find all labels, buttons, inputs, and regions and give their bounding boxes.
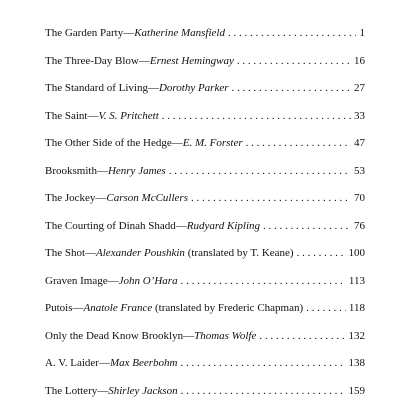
toc-entry[interactable] [45,357,365,385]
dot-leader [162,110,351,123]
story-author: Rudyard Kipling [187,220,260,233]
story-title: The Courting of Dinah Shadd [45,220,176,233]
toc-entry[interactable] [45,27,365,55]
page-number: 70 [354,192,365,205]
toc-entry[interactable] [45,302,365,330]
toc-entry[interactable] [45,275,365,303]
dot-leader [263,220,351,233]
dot-leader [191,192,351,205]
story-title: The Standard of Living [45,82,148,95]
story-author: Dorothy Parker [159,82,229,95]
story-author: E. M. Forster [183,137,243,150]
page-number: 113 [349,275,365,288]
translator-note: (translated by T. Keane) [185,247,294,260]
em-dash: — [85,247,96,260]
page-number: 76 [354,220,365,233]
story-author: Max Beerbohm [110,357,178,370]
toc-entry[interactable] [45,192,365,220]
dot-leader [297,247,346,260]
story-author: Thomas Wolfe [194,330,256,343]
page-number: 132 [349,330,366,343]
story-title: Brooksmith [45,165,97,178]
page-number: 118 [349,302,365,315]
toc-entry[interactable] [45,137,365,165]
em-dash: — [123,27,134,40]
page-number: 1 [359,27,365,40]
dot-leader [237,55,351,68]
em-dash: — [148,82,159,95]
table-of-contents [45,27,365,412]
story-author: Ernest Hemingway [150,55,234,68]
story-title: The Jockey [45,192,95,205]
em-dash: — [183,330,194,343]
em-dash: — [95,192,106,205]
page-number: 27 [354,82,365,95]
em-dash: — [97,165,108,178]
story-title: The Lottery [45,385,97,398]
em-dash: — [73,302,84,315]
dot-leader [306,302,346,315]
page-number: 138 [349,357,366,370]
em-dash: — [87,110,98,123]
story-title: A. V. Laider [45,357,99,370]
story-author: Alexander Poushkin [96,247,185,260]
page-number: 33 [354,110,365,123]
em-dash: — [99,357,110,370]
em-dash: — [172,137,183,150]
dot-leader [228,27,356,40]
story-title: The Three-Day Blow [45,55,139,68]
em-dash: — [97,385,108,398]
dot-leader [246,137,351,150]
page-number: 47 [354,137,365,150]
story-author: Katherine Mansfield [134,27,225,40]
toc-entry[interactable] [45,385,365,412]
story-title: The Shot [45,247,85,260]
page-number: 53 [354,165,365,178]
dot-leader [181,385,346,398]
toc-entry[interactable] [45,82,365,110]
page-number: 159 [349,385,366,398]
story-title: The Other Side of the Hedge [45,137,172,150]
story-author: Anatole France [84,302,153,315]
page-number: 16 [354,55,365,68]
em-dash: — [176,220,187,233]
story-title: Putois [45,302,73,315]
story-author: Carson McCullers [106,192,188,205]
page-number: 100 [349,247,366,260]
toc-entry[interactable] [45,220,365,248]
story-author: John O’Hara [119,275,178,288]
story-author: V. S. Pritchett [98,110,158,123]
toc-entry[interactable] [45,330,365,358]
toc-entry[interactable] [45,110,365,138]
toc-entry[interactable] [45,165,365,193]
story-title: The Garden Party [45,27,123,40]
story-author: Henry James [108,165,166,178]
dot-leader [259,330,345,343]
toc-entry[interactable] [45,55,365,83]
em-dash: — [108,275,119,288]
story-author: Shirley Jackson [108,385,177,398]
story-title: The Saint [45,110,87,123]
dot-leader [181,275,346,288]
story-title: Only the Dead Know Brooklyn [45,330,183,343]
dot-leader [169,165,351,178]
toc-entry[interactable] [45,247,365,275]
dot-leader [181,357,346,370]
em-dash: — [139,55,150,68]
dot-leader [232,82,351,95]
story-title: Graven Image [45,275,108,288]
translator-note: (translated by Frederic Chapman) [152,302,303,315]
